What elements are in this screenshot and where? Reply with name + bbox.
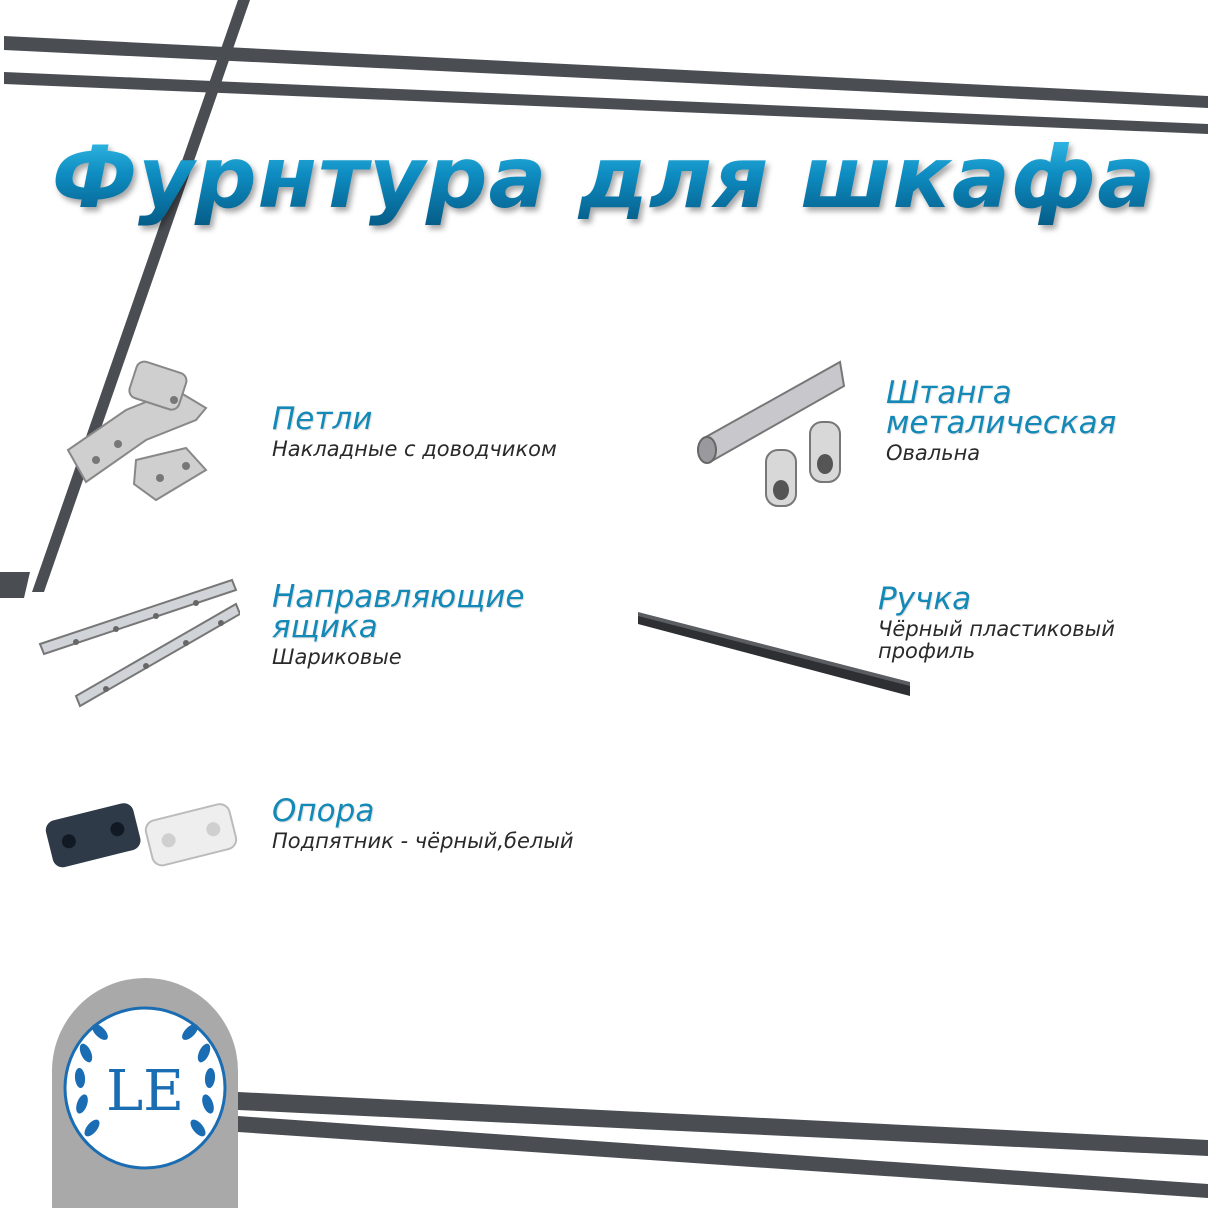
item-slides-desc: Шариковые: [272, 645, 402, 669]
item-rod-desc: Овальна: [886, 441, 981, 465]
item-foot-desc: Подпятник - чёрный,белый: [272, 829, 574, 853]
logo-text: LE: [105, 1059, 185, 1124]
drawer-slide-icon: [36, 574, 240, 714]
item-hinges-desc: Накладные с доводчиком: [272, 437, 557, 461]
item-handle: [878, 581, 1115, 663]
page-title: Фурнтура для шкафа: [0, 128, 1208, 228]
item-foot-name: Опора: [272, 793, 375, 829]
brand-logo: [52, 978, 238, 1208]
laurel-logo-icon: [52, 978, 238, 1208]
item-rod-name-line2: металическая: [886, 405, 1117, 441]
item-slides: [272, 579, 525, 669]
item-hinges-name: Петли: [272, 401, 373, 437]
item-rod: [886, 375, 1117, 465]
item-rod-name-line1: Штанга: [886, 375, 1012, 411]
item-handle-desc-line1: Чёрный пластиковый: [878, 617, 1115, 641]
profile-handle-icon: [634, 604, 914, 704]
item-handle-desc-line2: профиль: [878, 639, 976, 663]
item-hinges: [272, 401, 557, 461]
item-foot: [272, 793, 574, 853]
hinge-icon: [56, 360, 216, 510]
oval-rod-icon: [692, 358, 852, 518]
item-slides-name-line1: Направляющие: [272, 579, 525, 615]
furniture-foot-icon: [40, 790, 240, 880]
item-slides-name-line2: ящика: [272, 609, 378, 645]
item-handle-name: Ручка: [878, 581, 972, 617]
